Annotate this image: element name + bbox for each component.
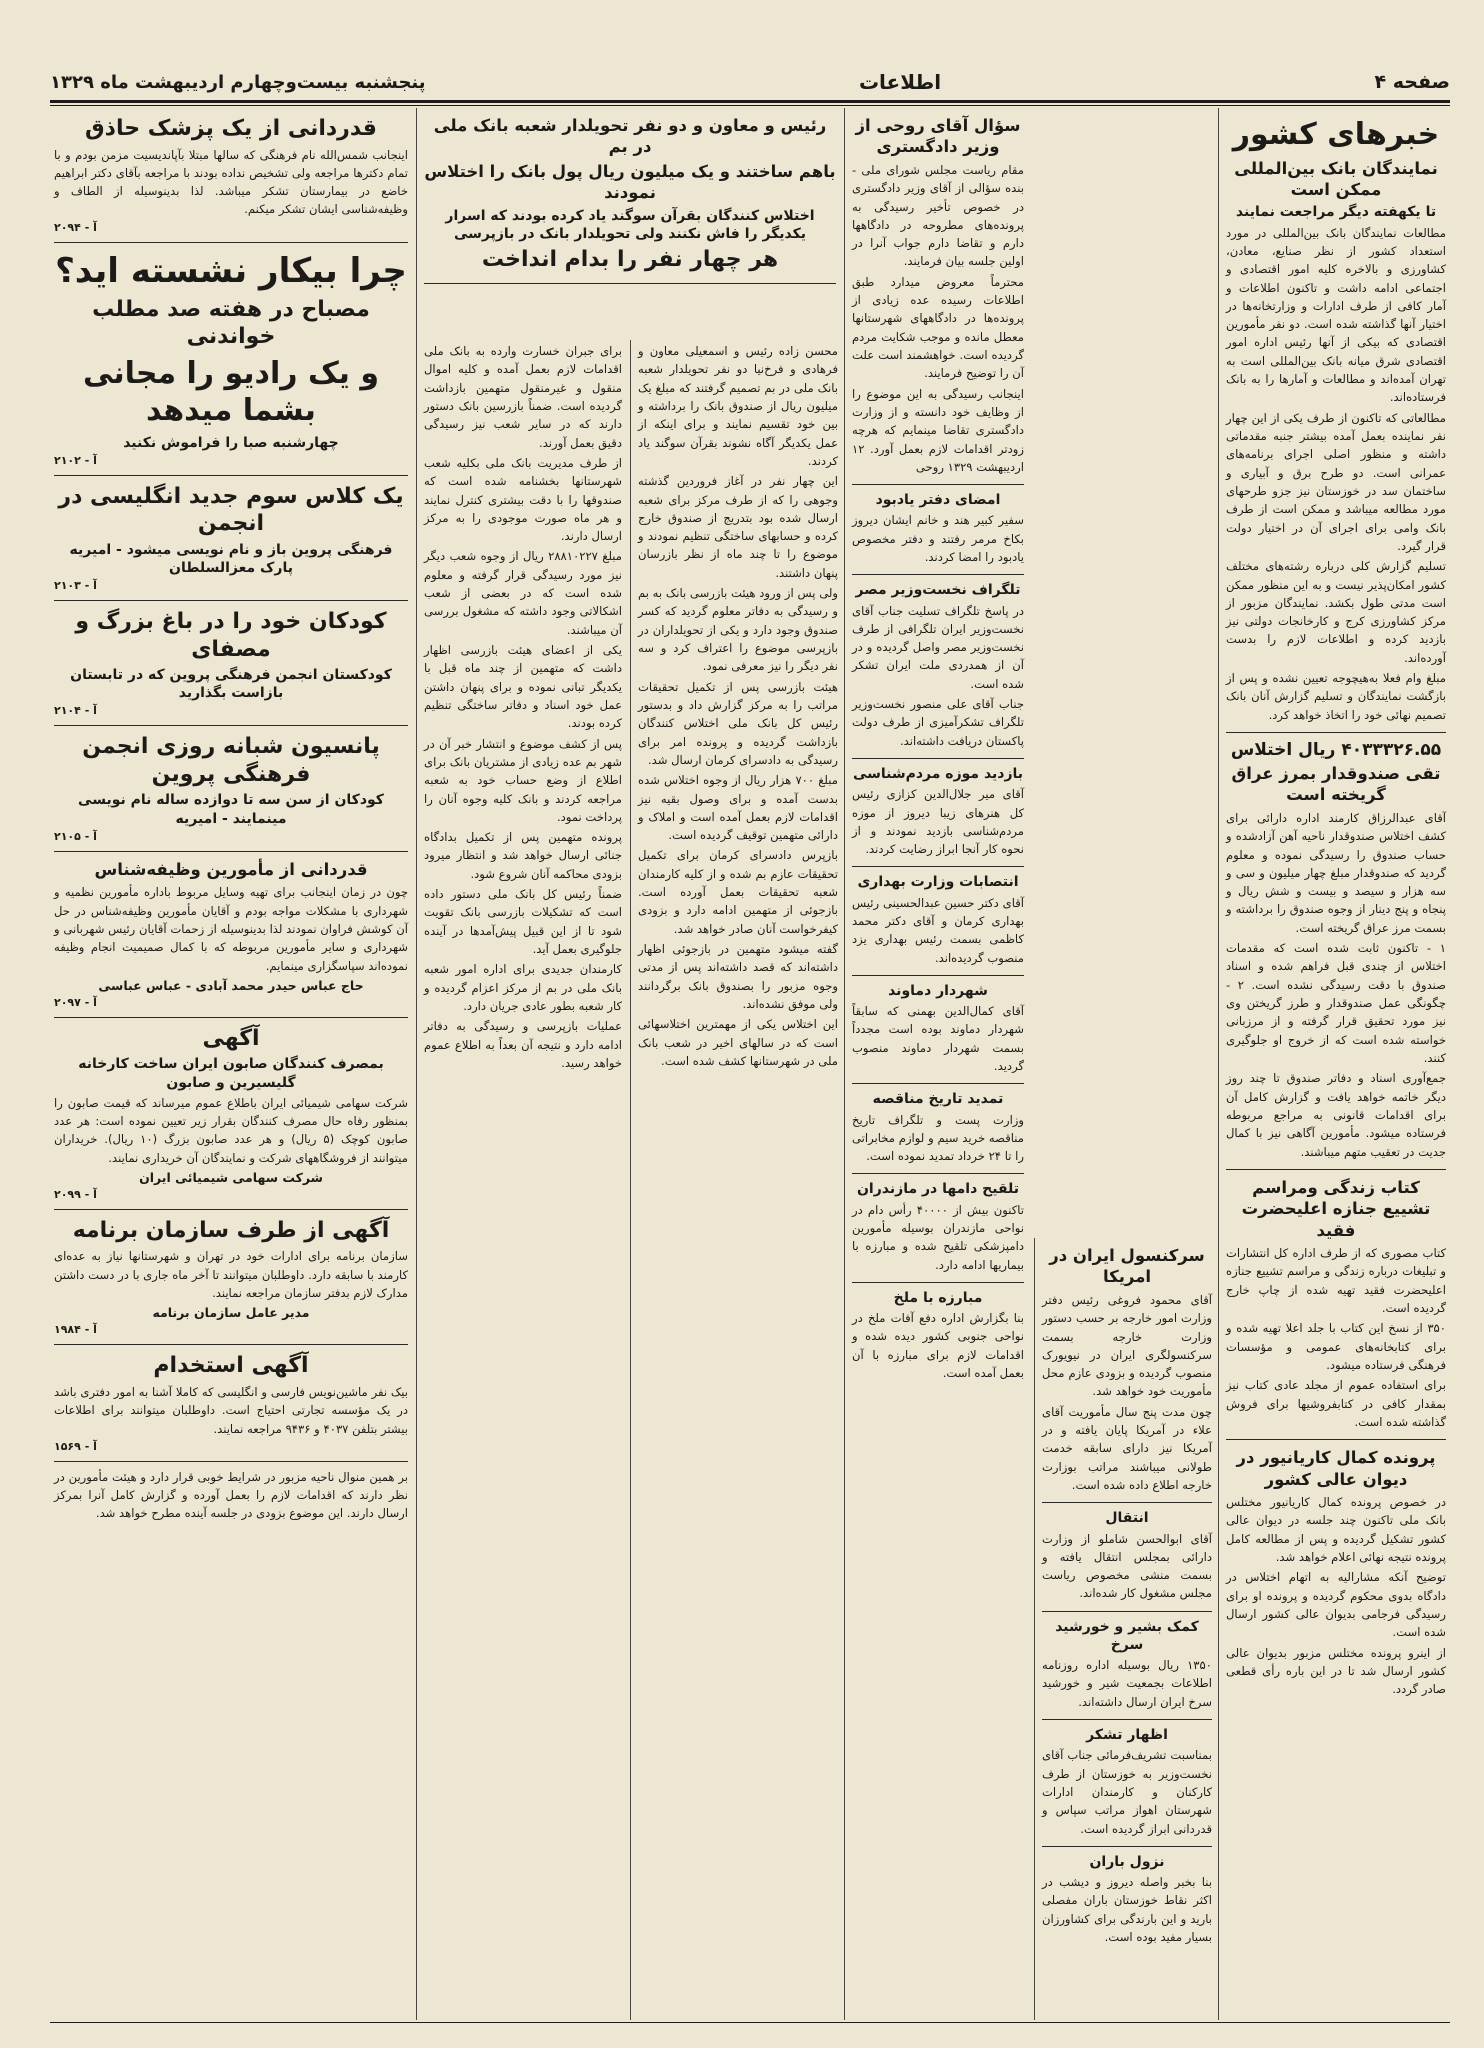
column-parliament <box>848 108 1028 2020</box>
article-paragraph: سفیر کبیر هند و خانم ایشان دیروز بکاخ مرمر رفتند و دفتر مخصوص یادبود را امضا کردند. <box>852 513 1024 564</box>
ad-code: آ - ۱۵۶۹ <box>54 1439 97 1453</box>
ad-text: سازمان برنامه برای ادارات خود در تهران و شهرستانها نیاز به عده‌ای کارمند با سابقه دارد. داوطلبان میتوانند تا آخر ماه جاری با در دست داشتن مدارک لازم بدفتر سازمان مراجعه نمایند. <box>54 1249 408 1301</box>
article-paragraph: ۱۳۵۰ ریال بوسیله اداره روزنامه اطلاعات بجمعیت شیر و خورشید سرخ ایران ارسال داشته‌اند. <box>1042 1658 1212 1709</box>
ad-code: آ - ۲۱۰۴ <box>54 704 97 718</box>
ad-text: شرکت سهامی شیمیائی ایران باطلاع عموم میرساند که قیمت صابون را بمنظور رفاه حال مصرف کنندگان بقرار زیر تعیین نموده است: هر عدد صابون کوچک (۵ ریال) و هر عدد صابون بزرگ (۱۰ ریال). خریداران میتوانند از فروشگاههای شرکت و نمایندگان آن خریداری نمایند. <box>54 1095 408 1165</box>
locust-headline: مبارزه با ملخ <box>893 1289 983 1306</box>
main-headline: رئیس و معاون و دو نفر تحویلدار شعبه بانک ملی در بم <box>433 116 827 157</box>
article-paragraph: آقای عبدالرزاق کارمند اداره دارائی برای کشف اختلاس صندوقدار ناحیه آهن آزادشده و حساب صندوق را رسیدگی نموده و معلوم گردید که صندوقدار مبلغ چهار میلیون و سی و سه هزار و سیصد و بیست و شش ریال و پنجاه و پنج دینار از وجوه صندوق را برداشته و بسمت مرز عراق گریخته است. <box>1226 810 1446 935</box>
masthead-rule-thin <box>50 105 1450 106</box>
vaccination-section <box>852 1174 1024 1282</box>
ad-text: چون در زمان اینجانب برای تهیه وسایل مربوط باداره مأمورین نظمیه و شهرداری با مشکلات مواجه بودم و آقایان مأمورین وظیفه‌شناس در حل آن کوشش فراوان نمودند لذا بدینوسیله از زحمات آقایان رئیس شهربانی و شهرداری و سایر مأمورین مربوطه که با کمال صمیمیت انجام وظیفه نموده‌اند سپاسگزاری مینمایم. <box>54 885 408 973</box>
article-paragraph: آقای ابوالحسن شاملو از وزارت دارائی بمجلس انتقال یافته و بسمت منشی مخصوص ریاست مجلس مشغول کار شده‌اند. <box>1042 1531 1212 1601</box>
ad-code: آ - ۲۱۰۵ <box>54 829 97 843</box>
article-paragraph: برای استفاده عموم از مجلد عادی کتاب نیز بمقدار کافی در کتابفروشیها برای فروش گذاشته شده است. <box>1226 1378 1446 1429</box>
article-paragraph: در خصوص پرونده کمال کاریانیور مختلس بانک ملی تاکنون چند جلسه در دیوان عالی کشور تشکیل گردیده و پس از مطالعه کامل پرونده نتیجه نهائی اعلام خواهد شد. <box>1226 1495 1446 1565</box>
ad-signature: مدیر عامل سازمان برنامه <box>152 1305 310 1321</box>
case-headline: پرونده کمال کاریانیور در دیوان عالی کشور <box>1236 1448 1436 1489</box>
tender-section <box>852 1084 1024 1174</box>
rain-section <box>1042 1847 1212 1954</box>
mayor-section <box>852 976 1024 1084</box>
book-headline: کتاب زندگی ومراسم تشییع جنازه اعلیحضرت فقید <box>1241 1177 1431 1240</box>
article-paragraph: مبلغ وام فعلا به‌هیچوجه تعیین نشده و پس از بازگشت نمایندگان و تسلیم گزارش آنان بانک تصمیم نهائی خود را اتخاذ خواهد کرد. <box>1226 671 1446 722</box>
ad-code: آ - ۲۰۹۴ <box>54 220 97 234</box>
article-paragraph: پرونده متهمین پس از تکمیل بدادگاه جنائی ارسال خواهد شد و انتظار میرود بزودی محاکمه آنان شروع شود. <box>424 830 622 881</box>
column-divider <box>416 108 417 2020</box>
article-paragraph: بازپرس دادسرای کرمان برای تکمیل تحقیقات عازم بم شده و از کلیه کارمندان شعبه تحقیقات بعمل آورده است. بازجوئی از متهمین ادامه دارد و بزودی کیفرخواست آنان صادر خواهد شد. <box>638 848 838 936</box>
article-paragraph: جمع‌آوری اسناد و دفاتر صندوق تا چند روز دیگر خاتمه خواهد یافت و گزارش کامل آن برای اقدامات قانونی به مراجع مربوطه فرستاده میشود. مأمورین آگاهی نیز با کمال جدیت در تعقیب متهم میباشند. <box>1226 1071 1446 1159</box>
telegram-headline: تلگراف نخست‌وزیر مصر <box>855 582 1021 599</box>
article-paragraph: مبلغ ۲۸۸۱۰۲۲۷ ریال از وجوه شعب دیگر نیز مورد رسیدگی قرار گرفته و معلوم شده است که در بعضی از شعب اشکالاتی وجود داشته که مشغول بررسی آن میباشند. <box>424 549 622 637</box>
health-section <box>852 867 1024 975</box>
article-paragraph: از طرف مدیریت بانک ملی بکلیه شعب شهرستانها بخشنامه شده است که صندوقها را با دقت بیشتری کنترل نمایند و هر ماه صورت موجودی را به مرکز ارسال دارند. <box>424 455 622 544</box>
ad-text: کودکستان انجمن فرهنگی پروین که در تابستان بازاست بگذارید <box>70 667 392 702</box>
ad-headline: آگهی <box>202 1025 260 1051</box>
article-paragraph: از اینرو پرونده مختلس مزبور بدیوان عالی کشور ارسال شد تا در این باره رأی قطعی صادر گردد. <box>1226 1645 1446 1697</box>
ad-headline: یک کلاس سوم جدید انگلیسی در انجمن <box>58 483 404 537</box>
locust-section <box>852 1283 1024 1390</box>
column-divider <box>630 340 631 2020</box>
main-story-headlines <box>424 108 836 284</box>
article-paragraph: این چهار نفر در آغاز فروردین گذشته وجوهی را که از طرف مرکز برای شعبه ارسال شده بود بتدریج از صندوق خارج کرده و حسابهای ساختگی تنظیم نمودند و موضوع را تا چند ماه از نظر بازرسان پنهان داشتند. <box>638 474 838 580</box>
embezzlement-section <box>1226 733 1446 1170</box>
ad-headline: پانسیون شبانه روزی انجمن فرهنگی پروین <box>82 734 380 787</box>
officers-thanks-ad <box>54 852 408 1018</box>
ad-text: فرهنگی پروین باز و نام نویسی میشود - امیریه پارک معزالسلطان <box>69 541 393 576</box>
article-paragraph: تسلیم گزارش کلی درباره رشته‌های مختلف کشور امکان‌پذیر نیست و به این منظور ممکن است مدتی طول بکشد. نمایندگان مزبور از مرکز کشاورزی کرج و کارخانجات دولتی نیز بازدید کرده و اطلاعات لازم را بدست آورده‌اند. <box>1226 559 1446 665</box>
column-divider <box>1034 1238 1035 2020</box>
article-paragraph: ولی پس از ورود هیئت بازرسی بانک به بم و رسیدگی به دفاتر معلوم گردید که کسر صندوق وجود دارد و یکی از تحویلداران در بازپرسی موضوع را اعتراف کرد و سه نفر دیگر را نیز معرفی نمود. <box>638 586 838 674</box>
consul-section <box>1042 1238 1212 1503</box>
ad-code: آ - ۱۹۸۴ <box>54 1323 97 1337</box>
case-section <box>1226 1440 1446 1706</box>
news-heading: خبرهای کشور <box>1232 117 1440 152</box>
article-paragraph: در پاسخ تلگراف تسلیت جناب آقای نخست‌وزیر ایران تلگرافی از طرف نخست‌وزیر مصر واصل گردیده و در آن از همدردی ملت ایران تشکر شده است. <box>852 603 1024 691</box>
ad-code: آ - ۲۰۹۹ <box>54 1187 97 1201</box>
masthead <box>50 62 1450 102</box>
book-section <box>1226 1170 1446 1440</box>
article-paragraph: آقای محمود فروغی رئیس دفتر وزارت امور خارجه بر حسب دستور وزارت خارجه بسمت سرکنسولگری ایران در نیویورک منصوب گردیده و بزودی عازم محل مأموریت خود خواهد شد. <box>1042 1292 1212 1399</box>
ad-text: بیک نفر ماشین‌نویس فارسی و انگلیسی که کاملا آشنا به امور دفتری باشد در یک مؤسسه تجارتی احتیاج است. داوطلبان میتوانند برای اطلاعات بیشتر بتلفن ۴۰۳۷ و ۹۴۳۶ مراجعه نمایند. <box>54 1384 408 1436</box>
ad-signature: حاج عباس حیدر محمد آبادی - عباس عباسی <box>98 977 364 993</box>
article-paragraph: تاکنون بیش از ۴۰۰۰۰ رأس دام در نواحی مازندران بوسیله مأمورین دامپزشکی تلقیح شده و مبارزه با بیماریها ادامه دارد. <box>852 1202 1024 1272</box>
consul-headline: سرکنسول ایران در امریکا <box>1049 1246 1205 1287</box>
column-short-news <box>1038 1238 1216 2020</box>
ad-headline: آگهی استخدام <box>153 1353 309 1379</box>
transfer-headline: انتقال <box>1105 1510 1149 1527</box>
article-paragraph: مطالعاتی که تاکنون از طرف یکی از این چهار نفر نماینده بعمل آمده بیشتر جنبه مقدماتی داشته و منظور اصلی اجرای برنامه‌های عمرانی است. دو طرح برق و آبیاری و ساختمان سد در خوزستان نیز جزو طرحهای مورد مطالعه میباشد و ممکن است از طرف بانک وامی برای اجرای آن در اختیار دولت قرار گیرد. <box>1226 410 1446 553</box>
bottom-rule <box>50 2022 1450 2023</box>
ad-subheadline: مصباح در هفته صد مطلب خواندنی <box>92 296 370 350</box>
article-paragraph: گفته میشود متهمین در بازجوئی اظهار داشته‌اند که قصد داشته‌اند پس از مدتی وجوه مزبور را بصندوق بانک برگردانند ولی موفق نشده‌اند. <box>638 942 838 1011</box>
article-paragraph: ۳۵۰ از نسخ این کتاب با جلد اعلا تهیه شده و برای کتابخانه‌های عمومی و مؤسسات فرهنگی فرستاده میشود. <box>1226 1321 1446 1372</box>
museum-headline: بازدید موزه مردم‌شناسی <box>852 766 1024 782</box>
english-class-ad <box>54 476 408 601</box>
kindergarten-ad <box>54 601 408 726</box>
ad-text: اینجانب شمس‌الله نام فرهنگی که سالها مبتلا بآپاندیسیت مزمن بودم و با تمام دکترها مراجعه ولی تشخیص نداده بودند با مراجعه بآقای دکتر ابراهیم خاضع در بیمارستان تشکر میباشد. لذا بدینوسیله از الطاف و وظیفه‌شناسی ایشان تشکر میکنم. <box>54 147 408 217</box>
article-paragraph: کتاب مصوری که از طرف اداره کل انتشارات و تبلیغات درباره زندگی و مراسم تشییع جنازه اعلیحضرت فقید تهیه شده از چاپ خارج گردیده است. <box>1226 1246 1446 1316</box>
ad-headline: کودکان خود را در باغ بزرگ و مصفای <box>75 609 387 662</box>
newspaper-name: اطلاعات <box>858 70 942 94</box>
signature-headline: امضای دفتر یادبود <box>875 492 1001 509</box>
column-divider <box>844 108 845 2020</box>
tender-headline: تمدید تاریخ مناقصه <box>872 1091 1004 1108</box>
article-paragraph: آقای دکتر حسین عبدالحسینی رئیس بهداری کرمان و آقای دکتر محمد کاظمی بسمت رئیس بهداری یزد منصوب گردیده‌اند. <box>852 895 1024 965</box>
article-paragraph: آقای کمال‌الدین بهمنی که سابقاً شهردار دماوند بوده است مجدداً بسمت شهردار دماوند منصوب گردید. <box>852 1004 1024 1073</box>
article-paragraph: هیئت بازرسی پس از تکمیل تحقیقات مراتب را به مرکز گزارش داد و بدستور رئیس کل بانک ملی اختلاس کنندگان بازداشت گردیده و پرونده امر برای رسیدگی به دادسرای کرمان ارسال شد. <box>638 679 838 767</box>
column-ads <box>50 108 412 2020</box>
article-paragraph: یکی از اعضای هیئت بازرسی اظهار داشت که متهمین از چند ماه قبل با یکدیگر تبانی نموده و برای پنهان داشتن عمل خود اسناد و دفاتر ساختگی تنظیم کرده بودند. <box>424 643 622 731</box>
article-paragraph: این اختلاس یکی از مهمترین اختلاسهائی است که در سالهای اخیر در شعب بانک ملی در شهرستانها کشف شده است. <box>638 1017 838 1068</box>
article-paragraph: کارمندان جدیدی برای اداره امور شعبه بانک ملی در بم از مرکز اعزام گردیده و کار شعبه بطور عادی جریان دارد. <box>424 962 622 1013</box>
article-paragraph: اینجانب رسیدگی به این موضوع را از وظایف خود دانسته و از وزارت دادگستری تقاضا مینمایم که هرچه زودتر اقدامات لازم بعمل آورد. ۱۲ اردیبهشت ۱۳۲۹ روحی <box>852 386 1024 474</box>
bank-headline: نمایندگان بانک بین‌المللی ممکن است <box>1234 158 1438 199</box>
aid-section <box>1042 1612 1212 1720</box>
question-headline: سؤال آقای روحی از وزیر دادگستری <box>855 116 1021 157</box>
article-paragraph: ۱ - تاکنون ثابت شده است که مقدمات اختلاس از چندی قبل فراهم شده و اسناد صندوق با دقت رسیدگی نشده است. ۲ - چگونگی عمل صندوقدار و طرز گریختن وی نیز مورد تحقیق قرار گرفته و از مرزبانی خواسته شده است که از خروج او جلوگیری کنند. <box>1226 941 1446 1065</box>
signature-book-section <box>852 485 1024 575</box>
article-paragraph: برای جبران خسارت وارده به بانک ملی اقدامات لازم بعمل آمده و کلیه اموال منقول و غیرمنقول متهمین بازداشت گردیده است. ضمناً بازرسین بانک دستور دارند که در سایر شعب نیز رسیدگی دقیق بعمل آورند. <box>424 344 622 450</box>
hiring-ad <box>54 1345 408 1461</box>
vaccination-headline: تلقیح دامها در مازندران <box>856 1181 1019 1198</box>
bank-subheadline: تا یکهفته دیگر مراجعت نمایند <box>1235 204 1437 221</box>
embezzlement-headline: تقی صندوقدار بمرز عراق گریخته است <box>1231 764 1441 805</box>
ad-signature: شرکت سهامی شیمیائی ایران <box>139 1169 323 1185</box>
column-divider <box>1218 108 1219 2020</box>
health-headline: انتصابات وزارت بهداری <box>857 874 1019 891</box>
ad-headline: قدردانی از یک پزشک حاذق <box>85 116 377 141</box>
article-paragraph: وزارت پست و تلگراف تاریخ مناقصه خرید سیم و لوازم مخابراتی را تا ۲۴ خرداد تمدید نموده است. <box>852 1112 1024 1164</box>
soap-notice-ad <box>54 1018 408 1210</box>
boarding-ad <box>54 726 408 851</box>
ad-subheadline: بمصرف کنندگان صابون ایران ساخت کارخانه گلیسیرین و صابون <box>78 1056 384 1091</box>
article-paragraph: محسن زاده رئیس و اسمعیلی معاون و فرهادی و فرخ‌نیا دو نفر تحویلدار شعبه بانک ملی در بم تصمیم گرفتند که مبلغ یک میلیون ریال از صندوق بانک را برداشته و بین خود تقسیم نمایند و برای اینکه از عمل یکدیگر آگاه نشوند بقرآن سوگند یاد کردند. <box>638 344 838 468</box>
article-paragraph: مبلغ ۷۰۰ هزار ریال از وجوه اختلاس شده بدست آمده و برای وصول بقیه نیز اقدامات لازم بعمل آمده است و املاک و دارائی متهمین توقیف گردیده است. <box>638 773 838 843</box>
ad-text: کودکان از سن سه تا دوازده ساله نام نویسی مینمایند - امیریه <box>78 792 384 827</box>
ad-code: آ - ۲۱۰۲ <box>54 453 97 467</box>
telegram-section <box>852 575 1024 759</box>
main-story-header <box>420 108 840 338</box>
article-paragraph: بنا بگزارش اداره دفع آفات ملخ در نواحی جنوبی کشور دیده شده و اقدامات لازم برای مبارزه با آن بعمل آمده است. <box>852 1311 1024 1380</box>
article-paragraph: بر همین منوال ناحیه مزبور در شرایط خوبی قرار دارد و هیئت مأمورین در نظر دارند که اقدامات لازم را بعمل آورده و گزارش کامل آنرا بمرکز ارسال دارند. این موضوع بزودی در جلسه آینده مطرح خواهد شد. <box>54 1469 408 1521</box>
main-headline-large: هر چهار نفر را بدام انداخت <box>481 247 779 273</box>
bank-news-section <box>1226 108 1446 733</box>
ad-code: آ - ۲۱۰۳ <box>54 579 97 593</box>
article-paragraph: عملیات بازپرسی و رسیدگی به دفاتر ادامه دارد و نتیجه آن بعداً به اطلاع عموم خواهد رسید. <box>424 1019 622 1070</box>
article-paragraph: محترماً معروض میدارد طبق اطلاعات رسیده عده زیادی از پرونده‌ها در دادگاههای شهرستانها معطل مانده و موجب شکایت مردم گردیده است. خواهشمند است علت آن را توضیح فرمایند. <box>852 274 1024 381</box>
radio-ad <box>54 243 408 476</box>
article-paragraph: مطالعات نمایندگان بانک بین‌المللی در مورد استعداد کشور از نظر صنایع، معادن، کشاورزی و بالاخره کلیه امور اقتصادی و اجتماعی ادامه داشت و تاکنون اطلاعات و آمار کافی از طرف ادارات و وزارتخانه‌ها در اختیار آنها گذاشته شده است. دو نفر مأمورین اقتصادی که بیکی از آنها رئیس اداره امور اقتصادی شرق میانه بانک بین‌المللی است به تهران آمده‌اند و مطالعات و آمارها را به بانک فرستاده‌اند. <box>1226 225 1446 405</box>
doctor-thanks-ad <box>54 108 408 243</box>
article-paragraph: بنا بخبر واصله دیروز و دیشب در اکثر نقاط خوزستان باران مفصلی بارید و این بارندگی برای کشاورزان بسیار مفید بوده است. <box>1042 1875 1212 1944</box>
main-headline: باهم ساختند و یک میلیون ریال پول بانک را اختلاس نمودند <box>424 161 836 203</box>
aid-headline: کمک بشیر و خورشید سرخ <box>1055 1618 1199 1653</box>
issue-date: پنجشنبه بیست‌وچهارم اردیبهشت ماه ۱۳۲۹ <box>50 71 426 93</box>
article-paragraph: پس از کشف موضوع و انتشار خبر آن در شهر بم عده زیادی از مشتریان بانک برای اطلاع از وضع حساب خود به شعبه مراجعه کردند و بانک کلیه وجوه آنان را پرداخت نمود. <box>424 736 622 824</box>
mayor-headline: شهردار دماوند <box>888 982 988 999</box>
masthead-rule <box>50 100 1450 103</box>
page-number: صفحه ۴ <box>1374 71 1450 93</box>
article-paragraph: توضیح آنکه مشارالیه به اتهام اختلاس در دادگاه بدوی محکوم گردیده و پرونده او برای رسیدگی فرجامی بدیوان عالی کشور ارسال شده است. <box>1226 1570 1446 1640</box>
transfer-section <box>1042 1503 1212 1611</box>
article-paragraph: آقای میر جلال‌الدین کزازی رئیس کل هنرهای زیبا دیروز از موزه مردم‌شناسی بازدید نمودند و از نحوه کار آنجا ابراز رضایت کردند. <box>852 787 1024 857</box>
embezzlement-amount: ۴۰۳۳۳۲۶.۵۵ ریال اختلاس <box>1230 740 1442 760</box>
ad-headline: آگهی از طرف سازمان برنامه <box>72 1217 390 1243</box>
plan-org-ad <box>54 1210 408 1345</box>
rain-headline: نزول باران <box>1089 1853 1165 1870</box>
museum-section <box>852 759 1024 867</box>
column-main-story-a <box>634 340 842 2020</box>
article-paragraph: بمناسبت تشریف‌فرمائی جناب آقای نخست‌وزیر به خوزستان از طرف کارکنان و کارمندان ادارات شهرستان اهواز مراتب سپاس و قدردانی ابراز گردیده است. <box>1042 1748 1212 1836</box>
column-news <box>1222 108 1450 2020</box>
article-paragraph: چون مدت پنج سال مأموریت آقای علاء در آمریکا پایان یافته و در آمریکا نیز دارای سابقه خدمت طولانی میباشند مراتب بوزارت خارجه اطلاع داده شده است. <box>1042 1404 1212 1492</box>
main-subheadline: اختلاس کنندگان بقرآن سوگند یاد کرده بودند که اسرار یکدیگر را فاش نکنند ولی تحویلدار بانک در بازپرسی <box>445 207 815 242</box>
ad-note: چهارشنبه صبا را فراموش نکنید <box>123 434 339 451</box>
gratitude-section <box>1042 1720 1212 1847</box>
ad-headline: قدردانی از مأمورین وظیفه‌شناس <box>94 859 368 879</box>
ad-offer: و یک رادیو را مجانی بشما میدهد <box>82 355 380 429</box>
ad-code: آ - ۲۰۹۷ <box>54 995 97 1009</box>
question-section <box>852 108 1024 485</box>
continued-article <box>54 1462 408 1531</box>
article-paragraph: مقام ریاست مجلس شورای ملی - بنده سؤالی از آقای وزیر دادگستری در خصوص تأخیر رسیدگی به پرونده‌های مطروحه در دادگاهها دارم و تقاضا دارم جواب آنرا در اولین جلسه بیان فرمایند. <box>852 162 1024 269</box>
gratitude-headline: اظهار تشکر <box>1086 1727 1168 1744</box>
column-main-story-b <box>420 340 626 2020</box>
article-paragraph: جناب آقای علی منصور نخست‌وزیر تلگراف تشکرآمیزی از طرف دولت پاکستان دریافت داشته‌اند. <box>852 697 1024 748</box>
ad-headline-large: چرا بیکار نشسته اید؟ <box>55 250 407 291</box>
article-paragraph: ضمناً رئیس کل بانک ملی دستور داده است که تشکیلات بازرسی بانک تقویت شود تا از این قبیل پیش‌آمدها در آینده جلوگیری بعمل آید. <box>424 887 622 956</box>
